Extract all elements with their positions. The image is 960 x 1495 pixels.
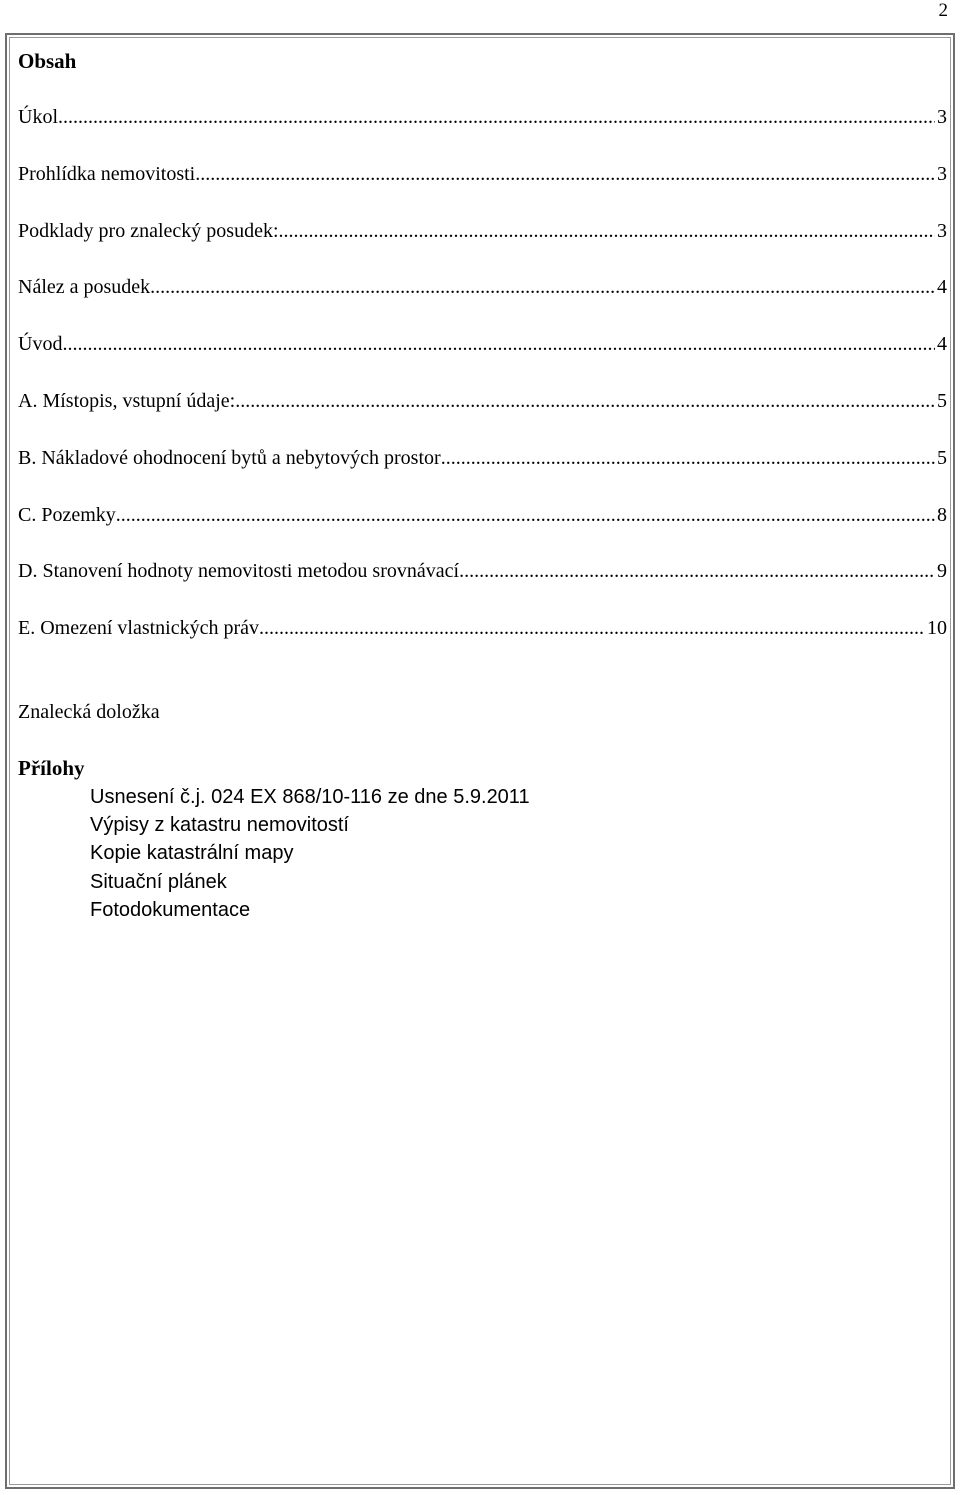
toc-entry-podklady[interactable] [18, 217, 947, 274]
attachment-item: Výpisy z katastru nemovitostí [90, 814, 349, 837]
table-of-contents [18, 103, 947, 671]
toc-entry-label: C. Pozemky [18, 503, 116, 526]
toc-leader-dots [116, 501, 935, 529]
attachment-item: Usnesení č.j. 024 EX 868/10-116 ze dne 5.9.2011 [90, 786, 530, 808]
toc-entry-label: E. Omezení vlastnických práv [18, 617, 260, 640]
toc-entry-page: 3 [937, 162, 947, 185]
toc-entry-page: 4 [937, 333, 947, 356]
toc-entry-page: 3 [937, 106, 947, 128]
toc-entry-page: 5 [937, 389, 947, 412]
attachment-item: Kopie katastrální mapy [90, 842, 294, 865]
toc-entry-nakladove[interactable] [18, 444, 947, 501]
toc-leader-dots [150, 273, 935, 301]
toc-leader-dots [459, 557, 935, 585]
toc-entry-page: 9 [937, 560, 947, 583]
toc-entry-label: Nález a posudek [18, 276, 151, 299]
attachment-item: Situační plánek [90, 870, 227, 893]
toc-title: Obsah [18, 49, 77, 73]
toc-entry-nalez[interactable] [18, 273, 947, 330]
toc-entry-label: Úkol [18, 106, 58, 128]
attachment-item: Fotodokumentace [90, 898, 251, 921]
toc-leader-dots [195, 160, 935, 188]
toc-entry-label: A. Místopis, vstupní údaje: [18, 389, 236, 412]
toc-entry-label: Podklady pro znalecký posudek: [18, 219, 279, 242]
toc-entry-ukol[interactable] [18, 103, 947, 160]
toc-entry-label: D. Stanovení hodnoty nemovitosti metodou srovnávací [18, 560, 460, 583]
toc-entry-uvod[interactable] [18, 330, 947, 387]
toc-entry-label: Úvod [18, 333, 63, 356]
toc-leader-dots [279, 217, 936, 245]
toc-entry-pozemky[interactable] [18, 501, 947, 558]
expert-clause-heading: Znalecká doložka [18, 701, 160, 723]
toc-entry-stanoveni[interactable] [18, 557, 947, 614]
attachments-list [90, 783, 530, 924]
toc-leader-dots [235, 387, 935, 415]
toc-entry-page: 3 [937, 219, 947, 242]
toc-leader-dots [259, 614, 925, 642]
toc-leader-dots [58, 103, 935, 131]
toc-entry-prohlidka[interactable] [18, 160, 947, 217]
toc-entry-page: 5 [937, 446, 947, 469]
toc-entry-omezeni[interactable] [18, 614, 947, 671]
toc-entry-page: 8 [937, 503, 947, 526]
toc-entry-label: B. Nákladové ohodnocení bytů a nebytových prostor [18, 446, 441, 469]
toc-entry-mistopis[interactable] [18, 387, 947, 444]
toc-entry-page: 4 [937, 276, 947, 299]
toc-entry-label: Prohlídka nemovitosti [18, 162, 196, 185]
toc-leader-dots [441, 444, 935, 472]
toc-leader-dots [62, 330, 935, 358]
toc-entry-page: 10 [927, 617, 947, 640]
attachments-title: Přílohy [18, 756, 85, 780]
page-number: 2 [938, 0, 948, 21]
